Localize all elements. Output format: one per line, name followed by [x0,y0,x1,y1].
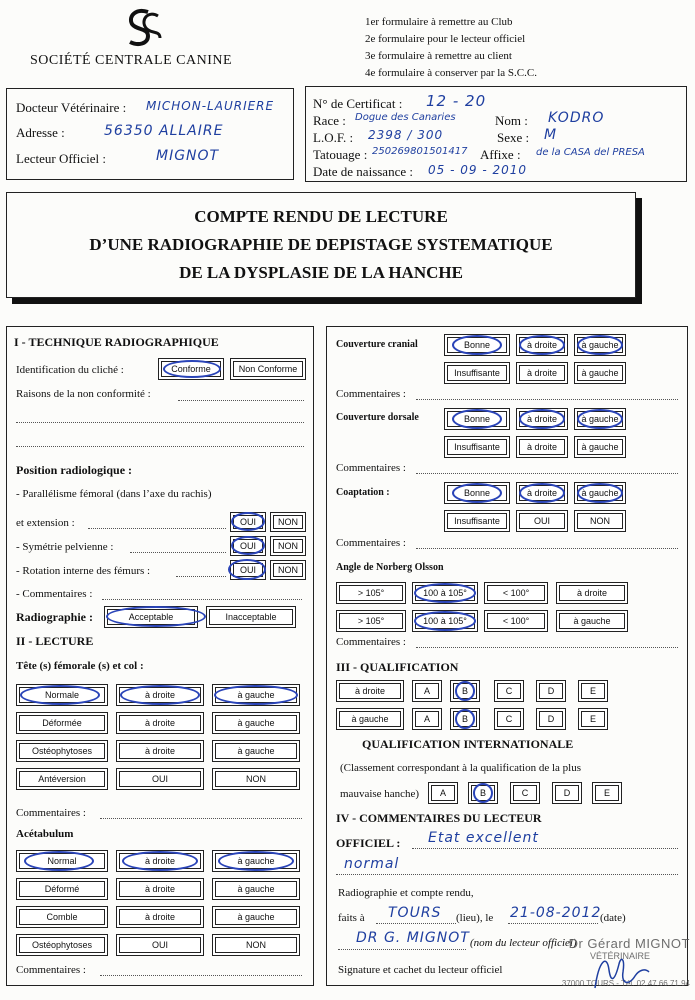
tete-deformee-gauche[interactable]: à gauche [212,712,300,734]
copy-4: 4e formulaire à conserver par la S.C.C. [365,67,537,79]
acet-deforme-droite[interactable]: à droite [116,878,204,900]
adresse-label: Adresse : [16,125,65,140]
coapt-insuffisante[interactable]: Insuffisante [444,510,510,532]
non-conforme-cell[interactable]: Non Conforme [230,358,306,380]
lecteur-label: Lecteur Officiel : [16,151,106,166]
coaptation-label: Coaptation : [336,487,390,498]
affixe-label: Affixe : [480,147,521,162]
date-label: (date) [600,912,626,924]
qual-int-title: QUALIFICATION INTERNATIONALE [362,737,574,751]
dors-insuf-droite[interactable]: à droite [516,436,568,458]
cran-commentaires: Commentaires : [336,388,406,400]
couv-dors-label: Couverture dorsale [336,412,419,423]
dors-bonne-droite[interactable]: à droite [516,408,568,430]
tete-osteo-gauche[interactable]: à gauche [212,740,300,762]
int-b[interactable]: B [468,782,498,804]
tete-antev-non[interactable]: NON [212,768,300,790]
cran-bonne-gauche[interactable]: à gauche [574,334,626,356]
extension-label: et extension : [16,517,75,529]
inacceptable-cell[interactable]: Inacceptable [206,606,296,628]
rotation-oui[interactable]: OUI [230,560,266,580]
coapt-oui[interactable]: OUI [516,510,568,532]
coapt-commentaires-dots [416,548,678,549]
identification-label: Identification du cliché : [16,364,124,376]
tete-commentaires-dots [100,818,302,819]
acet-commentaires-label: Commentaires : [16,964,86,976]
extension-dots [88,528,226,529]
tete-normale[interactable]: Normale [16,684,108,706]
norberg-r1-lt100[interactable]: < 100° [484,582,548,604]
naissance-value: 05 - 09 - 2010 [428,163,527,177]
race-value: Dogue des Canaries [355,112,456,123]
tatouage-value: 250269801501417 [372,146,468,157]
acetabulum-title: Acétabulum [16,828,74,840]
raisons-line-1 [178,400,304,401]
tete-osteo-droite[interactable]: à droite [116,740,204,762]
nom-lecteur-label: (nom du lecteur officiel) [470,937,577,949]
acet-comble-gauche[interactable]: à gauche [212,906,300,928]
coapt-non[interactable]: NON [574,510,626,532]
dors-insuffisante[interactable]: Insuffisante [444,436,510,458]
raisons-line-3 [16,446,304,447]
qual-gauche-e[interactable]: E [578,708,608,730]
signature-label: Signature et cachet du lecteur officiel [338,964,503,976]
docteur-value: MICHON-LAURIERE [146,99,275,113]
date-value: 21-08-2012 [510,905,602,921]
norberg-commentaires: Commentaires : [336,636,406,648]
certificat-value: 12 - 20 [426,92,487,110]
norberg-r1-droite[interactable]: à droite [556,582,628,604]
acet-deforme[interactable]: Déformé [16,878,108,900]
sexe-value: M [544,127,558,143]
title-line3: DE LA DYSPLASIE DE LA HANCHE [179,263,463,282]
norberg-r1-gt105[interactable]: > 105° [336,582,406,604]
qual-gauche-d[interactable]: D [536,708,566,730]
norberg-r2-100[interactable]: 100 à 105° [412,610,478,632]
tete-anteversion[interactable]: Antéversion [16,768,108,790]
int-e[interactable]: E [592,782,622,804]
tete-commentaires-label: Commentaires : [16,807,86,819]
classement-line2: mauvaise hanche) [340,788,420,800]
tete-antev-oui[interactable]: OUI [116,768,204,790]
norberg-commentaires-dots [416,647,678,648]
tatouage-label: Tatouage : [313,147,368,162]
tete-normale-droite[interactable]: à droite [116,684,204,706]
acet-normal[interactable]: Normal [16,850,108,872]
qual-droite-d[interactable]: D [536,680,566,702]
radiographie-label: Radiographie : [16,610,94,624]
acet-osteo-oui[interactable]: OUI [116,934,204,956]
cran-insuf-droite[interactable]: à droite [516,362,568,384]
qual-droite-a[interactable]: A [412,680,442,702]
norberg-title: Angle de Norberg Olsson [336,562,444,573]
acet-osteophytoses[interactable]: Ostéophytoses [16,934,108,956]
symetrie-dots [130,552,226,553]
certificat-label: N° de Certificat : [313,96,403,111]
rotation-label: - Rotation interne des fémurs : [16,565,151,577]
int-d[interactable]: D [552,782,582,804]
sexe-label: Sexe : [497,130,530,145]
affixe-value: de la CASA del PRESA [536,147,645,158]
norberg-r2-gt105[interactable]: > 105° [336,610,406,632]
naissance-label: Date de naissance : [313,164,413,179]
lecteur-value: MIGNOT [156,148,220,164]
raisons-line-2 [16,422,304,423]
stamp-line3: 37000 TOURS - Tél. 02.47.66.71.94 [561,979,690,988]
qual-gauche-a[interactable]: A [412,708,442,730]
stamp-line1: Dr Gérard MIGNOT [568,936,690,951]
coapt-bonne-droite[interactable]: à droite [516,482,568,504]
nom-label: Nom : [495,113,528,128]
extension-oui[interactable]: OUI [230,512,266,532]
symetrie-label: - Symétrie pelvienne : [16,541,114,553]
int-c[interactable]: C [510,782,540,804]
nom-value: KODRO [548,110,605,126]
s2-title: II - LECTURE [16,634,94,648]
dors-commentaires-dots [416,473,678,474]
coapt-bonne-gauche[interactable]: à gauche [574,482,626,504]
acet-normal-gauche[interactable]: à gauche [212,850,300,872]
faits-a-label: faits à [338,912,365,924]
rotation-dots [176,576,226,577]
couv-cran-label: Couverture cranial [336,339,418,350]
parallelisme-label: - Parallélisme fémoral (dans l’axe du rachis) [16,488,212,500]
symetrie-oui[interactable]: OUI [230,536,266,556]
acet-deforme-gauche[interactable]: à gauche [212,878,300,900]
copy-3: 3e formulaire à remettre au client [365,50,512,62]
lof-value: 2398 / 300 [368,128,444,142]
commentaires-dash-label: - Commentaires : [16,588,93,600]
tete-title: Tête (s) fémorale (s) et col : [16,660,144,672]
title-line1: COMPTE RENDU DE LECTURE [194,207,448,226]
signature-scribble [585,950,655,994]
nom-lecteur-value: DR G. MIGNOT [356,930,470,946]
officiel-label: OFFICIEL : [336,836,401,850]
qual-droite-c[interactable]: C [494,680,524,702]
coapt-commentaires: Commentaires : [336,537,406,549]
comment-hand-1: Etat excellent [428,830,539,846]
acet-osteo-non[interactable]: NON [212,934,300,956]
qual-gauche[interactable]: à gauche [336,708,404,730]
tete-osteophytoses[interactable]: Ostéophytoses [16,740,108,762]
org-name: SOCIÉTÉ CENTRALE CANINE [30,53,233,68]
cran-bonne[interactable]: Bonne [444,334,510,356]
tete-deformee[interactable]: Déformée [16,712,108,734]
acet-commentaires-dots [100,975,302,976]
int-a[interactable]: A [428,782,458,804]
acceptable-cell[interactable]: Acceptable [104,606,198,628]
title-line2: D’UNE RADIOGRAPHIE DE DEPISTAGE SYSTEMATIQUE [89,235,553,254]
position-title: Position radiologique : [16,463,133,477]
symetrie-non[interactable]: NON [270,536,306,556]
copies-list [365,14,537,82]
dors-commentaires: Commentaires : [336,462,406,474]
acet-comble[interactable]: Comble [16,906,108,928]
lieu-dots [376,923,456,924]
acet-comble-droite[interactable]: à droite [116,906,204,928]
lof-label: L.O.F. : [313,130,354,145]
dors-bonne-gauche[interactable]: à gauche [574,408,626,430]
cran-bonne-droite[interactable]: à droite [516,334,568,356]
race-label: Race : [313,113,346,128]
scc-logo [118,6,164,50]
cran-insuffisante[interactable]: Insuffisante [444,362,510,384]
qual-gauche-c[interactable]: C [494,708,524,730]
lieu-value: TOURS [388,905,442,921]
qual-droite-e[interactable]: E [578,680,608,702]
adresse-value: 56350 ALLAIRE [104,123,224,139]
stamp-line2: VÉTÉRINAIRE [589,951,650,961]
s1-title: I - TECHNIQUE RADIOGRAPHIQUE [14,335,219,349]
copy-2: 2e formulaire pour le lecteur officiel [365,33,526,45]
cran-insuf-gauche[interactable]: à gauche [574,362,626,384]
norberg-r1-100[interactable]: 100 à 105° [412,582,478,604]
s3-title: III - QUALIFICATION [336,660,459,674]
rotation-non[interactable]: NON [270,560,306,580]
dors-bonne[interactable]: Bonne [444,408,510,430]
s4-title: IV - COMMENTAIRES DU LECTEUR [336,811,542,825]
lieu-label: (lieu), le [456,912,494,924]
classement-line1: (Classement correspondant à la qualification de la plus [340,762,582,774]
docteur-label: Docteur Vétérinaire : [16,100,127,115]
tete-deformee-droite[interactable]: à droite [116,712,204,734]
acet-normal-droite[interactable]: à droite [116,850,204,872]
qual-droite[interactable]: à droite [336,680,404,702]
comment-hand-2: normal [344,856,400,872]
title-block [6,203,636,287]
nom-dots [338,949,466,950]
officiel-dots-2 [336,874,678,875]
radio-cr-label: Radiographie et compte rendu, [338,887,474,899]
qual-droite-b[interactable]: B [450,680,480,702]
norberg-r2-gauche[interactable]: à gauche [556,610,628,632]
commentaires-dash-dots [102,599,302,600]
coapt-bonne[interactable]: Bonne [444,482,510,504]
extension-non[interactable]: NON [270,512,306,532]
qual-gauche-b[interactable]: B [450,708,480,730]
raisons-label: Raisons de la non conformité : [16,388,151,400]
conforme-cell[interactable]: Conforme [158,358,224,380]
norberg-r2-lt100[interactable]: < 100° [484,610,548,632]
officiel-dots-1 [412,848,678,849]
copy-1: 1er formulaire à remettre au Club [365,16,513,28]
date-dots [508,923,598,924]
dors-insuf-gauche[interactable]: à gauche [574,436,626,458]
cran-commentaires-dots [416,399,678,400]
tete-normale-gauche[interactable]: à gauche [212,684,300,706]
